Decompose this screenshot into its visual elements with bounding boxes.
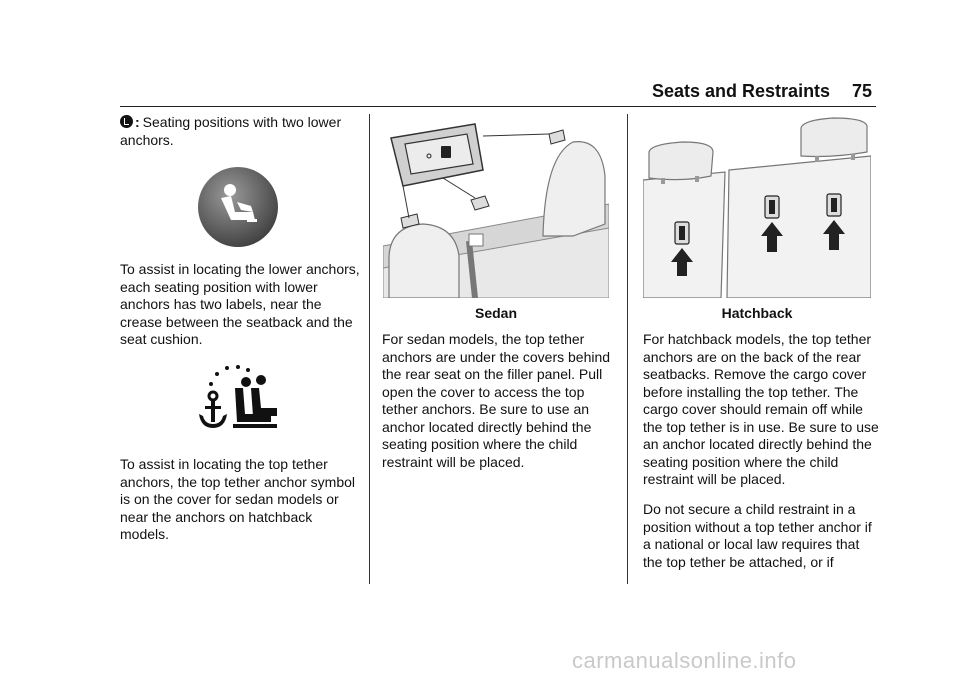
- sedan-tether-anchor-illustration: [383, 116, 609, 298]
- lower-anchor-marker-icon: [120, 115, 133, 128]
- hatchback-paragraph: For hatchback models, the top tether anchors are on the back of the rear seatbacks. Remove the cargo cover before installing the top tether. The cargo cover should remain off while the top tether is in use. Be sure to use an anchor located directly behind the seating position where the child restraint will be placed.: [643, 331, 879, 487]
- lower-anchor-symbol-icon: [197, 166, 279, 248]
- lower-anchor-paragraph: To assist in locating the lower anchors, each seating position with lower anchors has two labels, near the crease between the seatback and the seat cushion.: [120, 261, 360, 347]
- header-divider: [120, 106, 876, 107]
- top-tether-anchor-symbol-icon: [197, 364, 281, 430]
- hatchback-tether-anchor-illustration: [643, 116, 871, 298]
- sedan-paragraph: For sedan models, the top tether anchors are under the covers behind the rear seat on the filler panel. Pull open the cover to access the top tether anchors. Be sure to use an anchor located directly behind the seating position where the child restraint will be placed.: [382, 331, 611, 470]
- lower-anchor-bullet-text: Seating positions with two lower anchors.: [120, 114, 342, 148]
- watermark: carmanualsonline.info: [572, 648, 797, 673]
- sedan-caption: Sedan: [474, 305, 517, 321]
- column-divider-2: [627, 114, 628, 584]
- tether-law-paragraph: Do not secure a child restraint in a position without a top tether anchor if a national or local law requires that the top tether be attached, or if: [643, 501, 872, 570]
- page-number: 75: [852, 81, 873, 101]
- section-title: Seats and Restraints: [652, 81, 831, 101]
- top-tether-symbol-paragraph: To assist in locating the top tether anchors, the top tether anchor symbol is on the cover for sedan models or near the anchors on hatchback models.: [120, 456, 356, 542]
- lower-anchor-bullet: : Seating positions with two lower anchors.: [120, 114, 342, 148]
- column-divider-1: [369, 114, 370, 584]
- hatchback-caption: Hatchback: [721, 305, 793, 321]
